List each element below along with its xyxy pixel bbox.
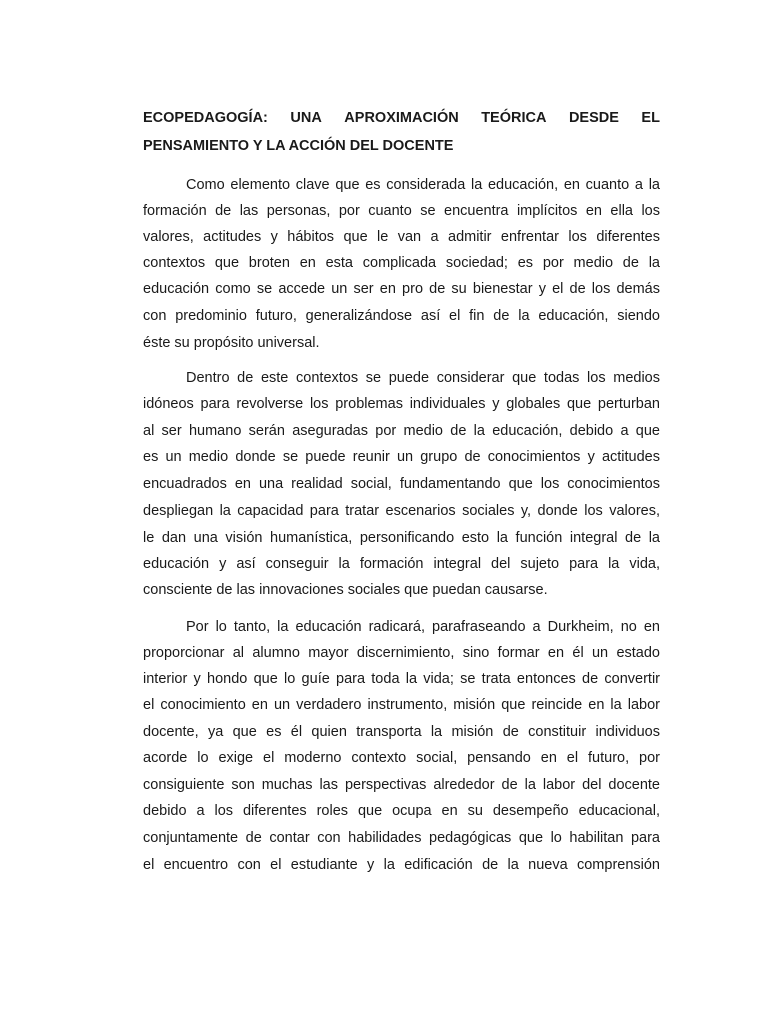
paragraph-2-line: idóneos para revolverse los problemas individuales y globales que perturban — [143, 396, 660, 412]
paragraph-1-line: valores, actitudes y hábitos que le van a admitir enfrentar los diferentes — [143, 229, 660, 245]
title-word: UNA — [290, 110, 322, 126]
paragraph-3-line: el conocimiento en un verdadero instrumento, misión que reincide en la labor — [143, 697, 660, 713]
paragraph-1-line: Como elemento clave que es considerada la educación, en cuanto a la — [186, 177, 660, 193]
title-word: APROXIMACIÓN — [344, 110, 459, 126]
paragraph-3-line: debido a los diferentes roles que ocupa en su desempeño educacional, — [143, 803, 660, 819]
paragraph-3-line: el encuentro con el estudiante y la edificación de la nueva comprensión — [143, 857, 660, 873]
paragraph-3-line: conjuntamente de contar con habilidades pedagógicas que lo habilitan para — [143, 830, 660, 846]
paragraph-1-line: éste su propósito universal. — [143, 335, 320, 351]
document-title-line-2: PENSAMIENTO Y LA ACCIÓN DEL DOCENTE — [143, 138, 454, 154]
paragraph-3-line: Por lo tanto, la educación radicará, parafraseando a Durkheim, no en — [186, 619, 660, 635]
paragraph-2-line: Dentro de este contextos se puede considerar que todas los medios — [186, 370, 660, 386]
paragraph-2-line: consciente de las innovaciones sociales que puedan causarse. — [143, 582, 548, 598]
paragraph-1-line: con predominio futuro, generalizándose así el fin de la educación, siendo — [143, 308, 660, 324]
document-title-line-1 — [143, 108, 660, 128]
paragraph-1-line: educación como se accede un ser en pro de su bienestar y el de los demás — [143, 281, 660, 297]
title-word: DESDE — [568, 110, 619, 126]
paragraph-3-line: proporcionar al alumno mayor discernimiento, sino formar en él un estado — [143, 645, 660, 661]
title-word: TEÓRICA — [481, 110, 547, 126]
paragraph-1-line: contextos que broten en esta complicada sociedad; es por medio de la — [143, 255, 660, 271]
paragraph-3-line: acorde lo exige el moderno contexto social, pensando en el futuro, por — [143, 750, 660, 766]
paragraph-1-line: formación de las personas, por cuanto se encuentra implícitos en ella los — [143, 203, 660, 219]
paragraph-2-line: es un medio donde se puede reunir un grupo de conocimientos y actitudes — [143, 449, 660, 465]
paragraph-2-line: educación y así conseguir la formación integral del sujeto para la vida, — [143, 556, 660, 572]
paragraph-3-line: interior y hondo que lo guíe para toda la vida; se trata entonces de convertir — [143, 671, 660, 687]
paragraph-3-line: docente, ya que es él quien transporta la misión de constituir individuos — [143, 724, 660, 740]
title-word: ECOPEDAGOGÍA: — [143, 110, 268, 126]
paragraph-2-line: le dan una visión humanística, personificando esto la función integral de la — [143, 530, 660, 546]
title-word: EL — [641, 110, 660, 126]
paragraph-2-line: encuadrados en una realidad social, fundamentando que los conocimientos — [143, 476, 660, 492]
paragraph-2-line: despliegan la capacidad para tratar escenarios sociales y, donde los valores, — [143, 503, 660, 519]
paragraph-3-line: consiguiente son muchas las perspectivas alrededor de la labor del docente — [143, 777, 660, 793]
paragraph-2-line: al ser humano serán aseguradas por medio de la educación, debido a que — [143, 423, 660, 439]
